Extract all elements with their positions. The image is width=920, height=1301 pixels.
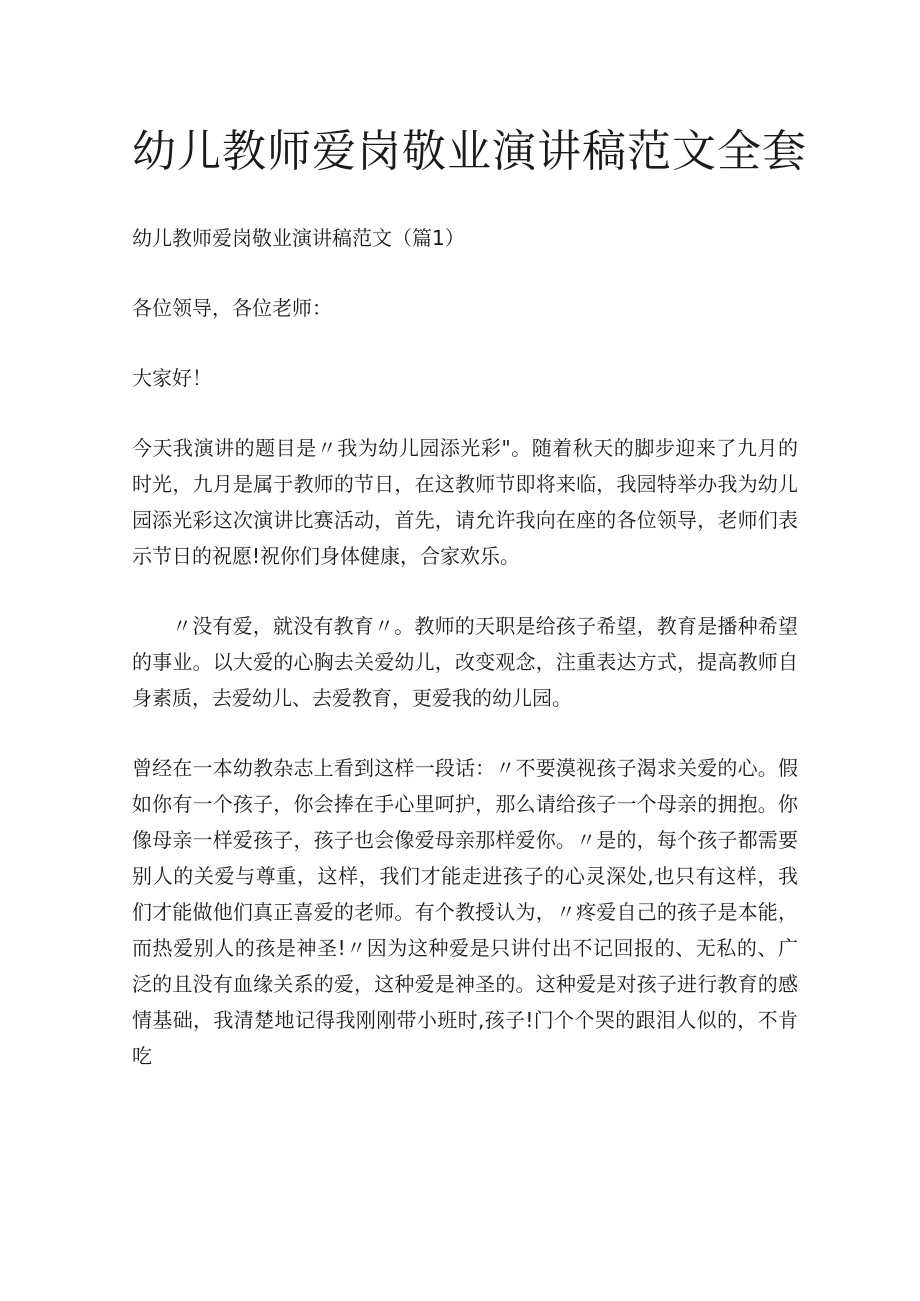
- document-body: [132, 220, 798, 1074]
- salutation-line: 大家好！: [132, 366, 212, 390]
- paragraph-2: 〃没有爱，就没有教育〃。教师的天职是给孩子希望，教育是播种希望的事业。以大爱的心胸去关爱幼儿，改变观念，注重表达方式，提高教师自身素质，去爱幼儿、去爱教育，更爱我的幼儿园。: [132, 614, 798, 710]
- document-title: 幼儿教师爱岗敬业演讲稿范文全套: [132, 126, 807, 177]
- paragraph-1: 今天我演讲的题目是〃我为幼儿园添光彩"。随着秋天的脚步迎来了九月的时光，九月是属于教师的节日，在这教师节即将来临，我园特举办我为幼儿园添光彩这次演讲比赛活动，首先，请允许我向在座的各位领导，老师们表示节日的祝愿!祝你们身体健康，合家欢乐。: [132, 436, 798, 568]
- greeting-line: 各位领导，各位老师：: [132, 296, 332, 320]
- section-subtitle: 幼儿教师爱岗敬业演讲稿范文（篇1）: [132, 226, 465, 250]
- paragraph-3: 曾经在一本幼教杂志上看到这样一段话：〃不要漠视孩子渴求关爱的心。假如你有一个孩子，你会捧在手心里呵护，那么请给孩子一个母亲的拥抱。你像母亲一样爱孩子，孩子也会像爱母亲那样爱你。〃是的，每个孩子都需要别人的关爱与尊重，这样，我们才能走进孩子的心灵深处,也只有这样，我们才能做他们真正喜爱的老师。有个教授认为，〃疼爱自己的孩子是本能，而热爱别人的孩是神圣!〃因为这种爱是只讲付出不记回报的、无私的、广泛的且没有血缘关系的爱，这种爱是神圣的。这种爱是对孩子进行教育的感情基础，我清楚地记得我刚刚带小班时,孩子!门个个哭的跟泪人似的，不肯吃: [132, 756, 798, 1068]
